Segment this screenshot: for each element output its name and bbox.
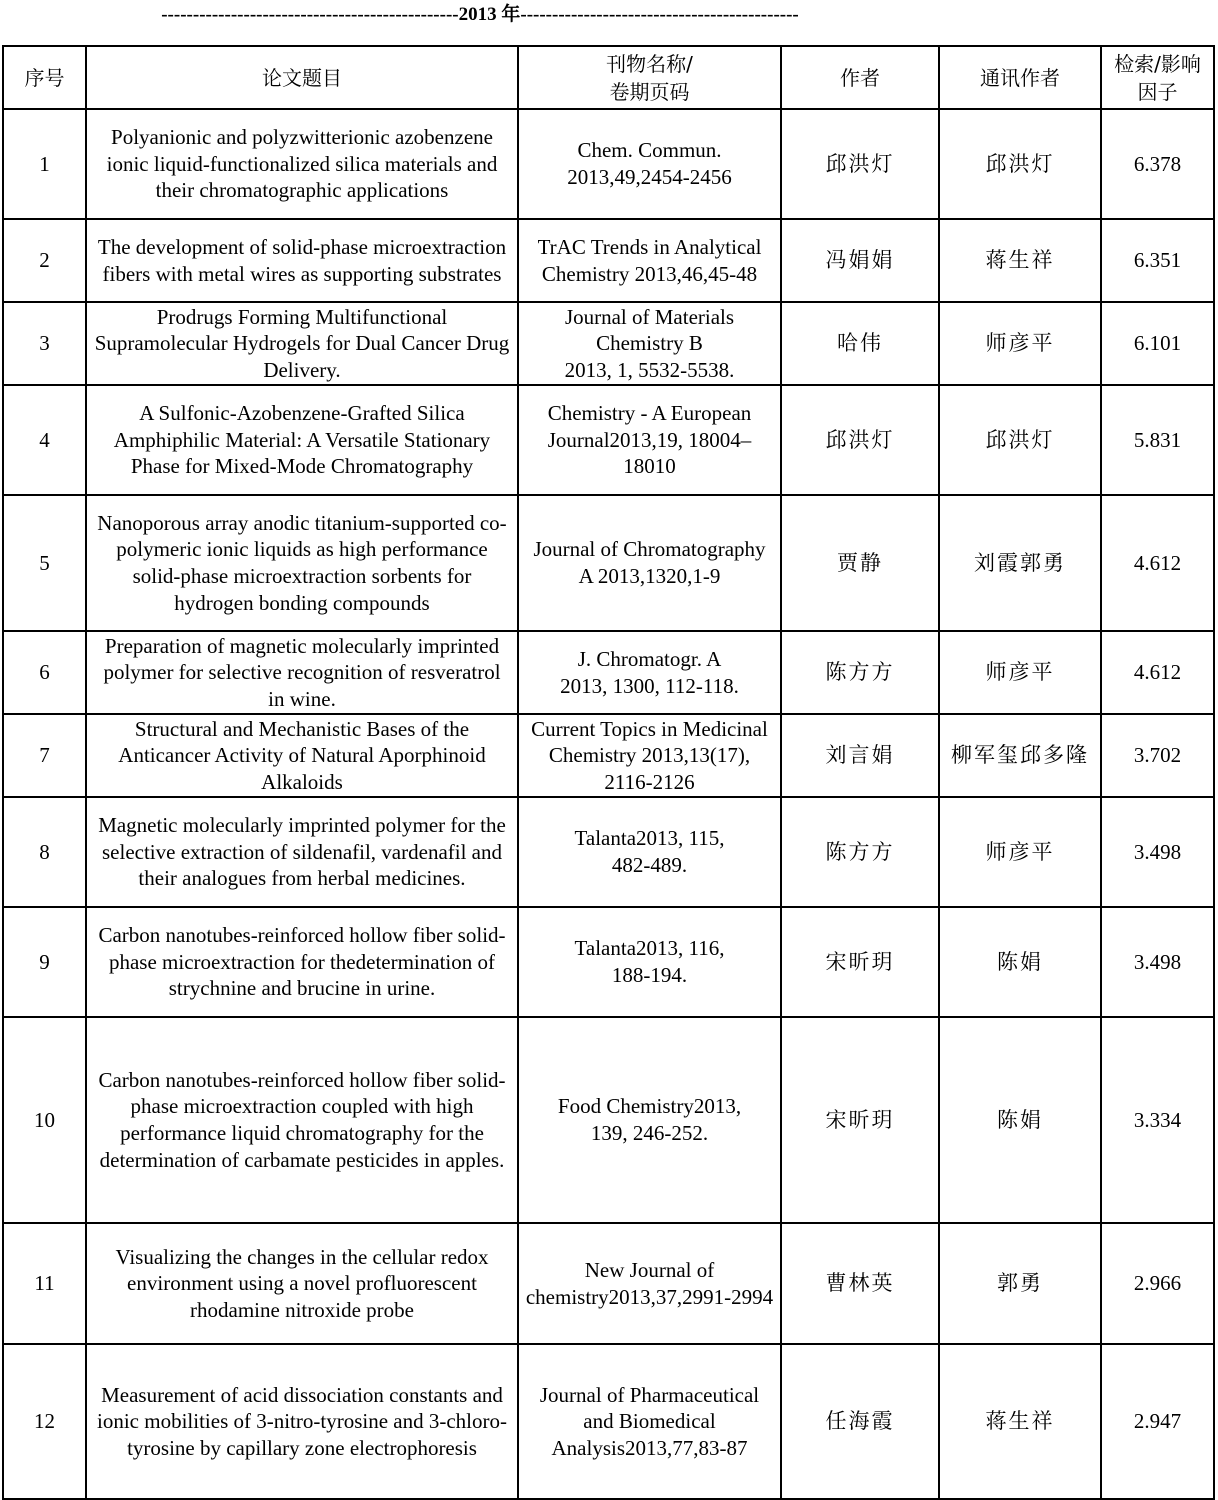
header-corresponding-author: 通讯作者 (939, 46, 1101, 109)
cell-corresponding-author: 陈娟 (939, 1017, 1101, 1223)
cell-journal: Journal of Materials Chemistry B 2013, 1, 5532-5538. (518, 302, 781, 385)
cell-journal: Chemistry - A European Journal2013,19, 18004–18010 (518, 385, 781, 495)
header-impact-factor: 检索/影响 因子 (1101, 46, 1214, 109)
cell-journal: New Journal of chemistry2013,37,2991-2994 (518, 1223, 781, 1344)
cell-title: Prodrugs Forming Multifunctional Supramolecular Hydrogels for Dual Cancer Drug Delivery. (86, 302, 518, 385)
table-row (3, 631, 1214, 714)
cell-number: 12 (3, 1344, 86, 1499)
table-row (3, 385, 1214, 495)
table-row (3, 907, 1214, 1017)
cell-corresponding-author: 郭勇 (939, 1223, 1101, 1344)
cell-impact-factor: 2.947 (1101, 1344, 1214, 1499)
cell-title: Nanoporous array anodic titanium-supported co-polymeric ionic liquids as high performance solid-phase microextraction sorbents for hydrogen bonding compounds (86, 495, 518, 631)
cell-journal: Journal of Pharmaceutical and Biomedical Analysis2013,77,83-87 (518, 1344, 781, 1499)
cell-impact-factor: 6.351 (1101, 219, 1214, 302)
cell-number: 6 (3, 631, 86, 714)
cell-impact-factor: 4.612 (1101, 631, 1214, 714)
cell-author: 冯娟娟 (781, 219, 939, 302)
cell-journal: Talanta2013, 115, 482-489. (518, 797, 781, 907)
cell-author: 邱洪灯 (781, 385, 939, 495)
cell-number: 5 (3, 495, 86, 631)
cell-impact-factor: 4.612 (1101, 495, 1214, 631)
cell-corresponding-author: 师彦平 (939, 302, 1101, 385)
cell-author: 贾静 (781, 495, 939, 631)
cell-number: 8 (3, 797, 86, 907)
cell-author: 曹林英 (781, 1223, 939, 1344)
cell-author: 陈方方 (781, 631, 939, 714)
cell-impact-factor: 2.966 (1101, 1223, 1214, 1344)
cell-title: Measurement of acid dissociation constants and ionic mobilities of 3-nitro-tyrosine and 3-chloro-tyrosine by capillary zone electrophoresis (86, 1344, 518, 1499)
cell-title: Polyanionic and polyzwitterionic azobenzene ionic liquid-functionalized silica materials and their chromatographic applications (86, 109, 518, 219)
cell-author: 刘言娟 (781, 714, 939, 797)
table-row (3, 219, 1214, 302)
header-title: 论文题目 (86, 46, 518, 109)
cell-journal: Chem. Commun. 2013,49,2454-2456 (518, 109, 781, 219)
cell-corresponding-author: 陈娟 (939, 907, 1101, 1017)
table-row (3, 302, 1214, 385)
cell-number: 10 (3, 1017, 86, 1223)
cell-author: 陈方方 (781, 797, 939, 907)
year-heading: -----------------------------------------------2013 年-------------------------------------------- (161, 4, 799, 25)
cell-impact-factor: 3.498 (1101, 797, 1214, 907)
cell-impact-factor: 3.498 (1101, 907, 1214, 1017)
cell-journal: Food Chemistry2013, 139, 246-252. (518, 1017, 781, 1223)
cell-author: 宋昕玥 (781, 907, 939, 1017)
cell-title: Preparation of magnetic molecularly imprinted polymer for selective recognition of resveratrol in wine. (86, 631, 518, 714)
cell-journal: Journal of Chromatography A 2013,1320,1-9 (518, 495, 781, 631)
cell-title: Carbon nanotubes-reinforced hollow fiber solid-phase microextraction for thedetermination of strychnine and brucine in urine. (86, 907, 518, 1017)
cell-number: 11 (3, 1223, 86, 1344)
cell-impact-factor: 5.831 (1101, 385, 1214, 495)
cell-number: 4 (3, 385, 86, 495)
cell-journal: J. Chromatogr. A 2013, 1300, 112-118. (518, 631, 781, 714)
table-row (3, 109, 1214, 219)
header-number: 序号 (3, 46, 86, 109)
publication-table (2, 45, 1215, 1500)
cell-title: Visualizing the changes in the cellular redox environment using a novel profluorescent rhodamine nitroxide probe (86, 1223, 518, 1344)
cell-corresponding-author: 师彦平 (939, 631, 1101, 714)
cell-corresponding-author: 邱洪灯 (939, 385, 1101, 495)
table-row (3, 1017, 1214, 1223)
header-journal: 刊物名称/ 卷期页码 (518, 46, 781, 109)
cell-journal: TrAC Trends in Analytical Chemistry 2013,46,45-48 (518, 219, 781, 302)
cell-number: 1 (3, 109, 86, 219)
cell-journal: Talanta2013, 116, 188-194. (518, 907, 781, 1017)
header-row (3, 46, 1214, 109)
cell-corresponding-author: 柳军玺邱多隆 (939, 714, 1101, 797)
cell-author: 任海霞 (781, 1344, 939, 1499)
cell-author: 宋昕玥 (781, 1017, 939, 1223)
table-row (3, 1223, 1214, 1344)
table-row (3, 797, 1214, 907)
table-row (3, 1344, 1214, 1499)
cell-impact-factor: 6.101 (1101, 302, 1214, 385)
cell-number: 7 (3, 714, 86, 797)
table-row (3, 714, 1214, 797)
header-author: 作者 (781, 46, 939, 109)
cell-impact-factor: 6.378 (1101, 109, 1214, 219)
cell-number: 9 (3, 907, 86, 1017)
cell-impact-factor: 3.702 (1101, 714, 1214, 797)
cell-title: The development of solid-phase microextraction fibers with metal wires as supporting substrates (86, 219, 518, 302)
cell-title: Structural and Mechanistic Bases of the Anticancer Activity of Natural Aporphinoid Alkaloids (86, 714, 518, 797)
cell-number: 3 (3, 302, 86, 385)
cell-journal: Current Topics in Medicinal Chemistry 2013,13(17), 2116-2126 (518, 714, 781, 797)
cell-corresponding-author: 蒋生祥 (939, 1344, 1101, 1499)
cell-impact-factor: 3.334 (1101, 1017, 1214, 1223)
cell-title: Magnetic molecularly imprinted polymer for the selective extraction of sildenafil, vardenafil and their analogues from herbal medicines. (86, 797, 518, 907)
cell-title: Carbon nanotubes-reinforced hollow fiber solid-phase microextraction coupled with high performance liquid chromatography for the determination of carbamate pesticides in apples. (86, 1017, 518, 1223)
cell-title: A Sulfonic-Azobenzene-Grafted Silica Amphiphilic Material: A Versatile Stationary Phase for Mixed-Mode Chromatography (86, 385, 518, 495)
cell-author: 哈伟 (781, 302, 939, 385)
cell-corresponding-author: 蒋生祥 (939, 219, 1101, 302)
cell-number: 2 (3, 219, 86, 302)
cell-corresponding-author: 师彦平 (939, 797, 1101, 907)
cell-corresponding-author: 刘霞郭勇 (939, 495, 1101, 631)
cell-author: 邱洪灯 (781, 109, 939, 219)
table-row (3, 495, 1214, 631)
cell-corresponding-author: 邱洪灯 (939, 109, 1101, 219)
